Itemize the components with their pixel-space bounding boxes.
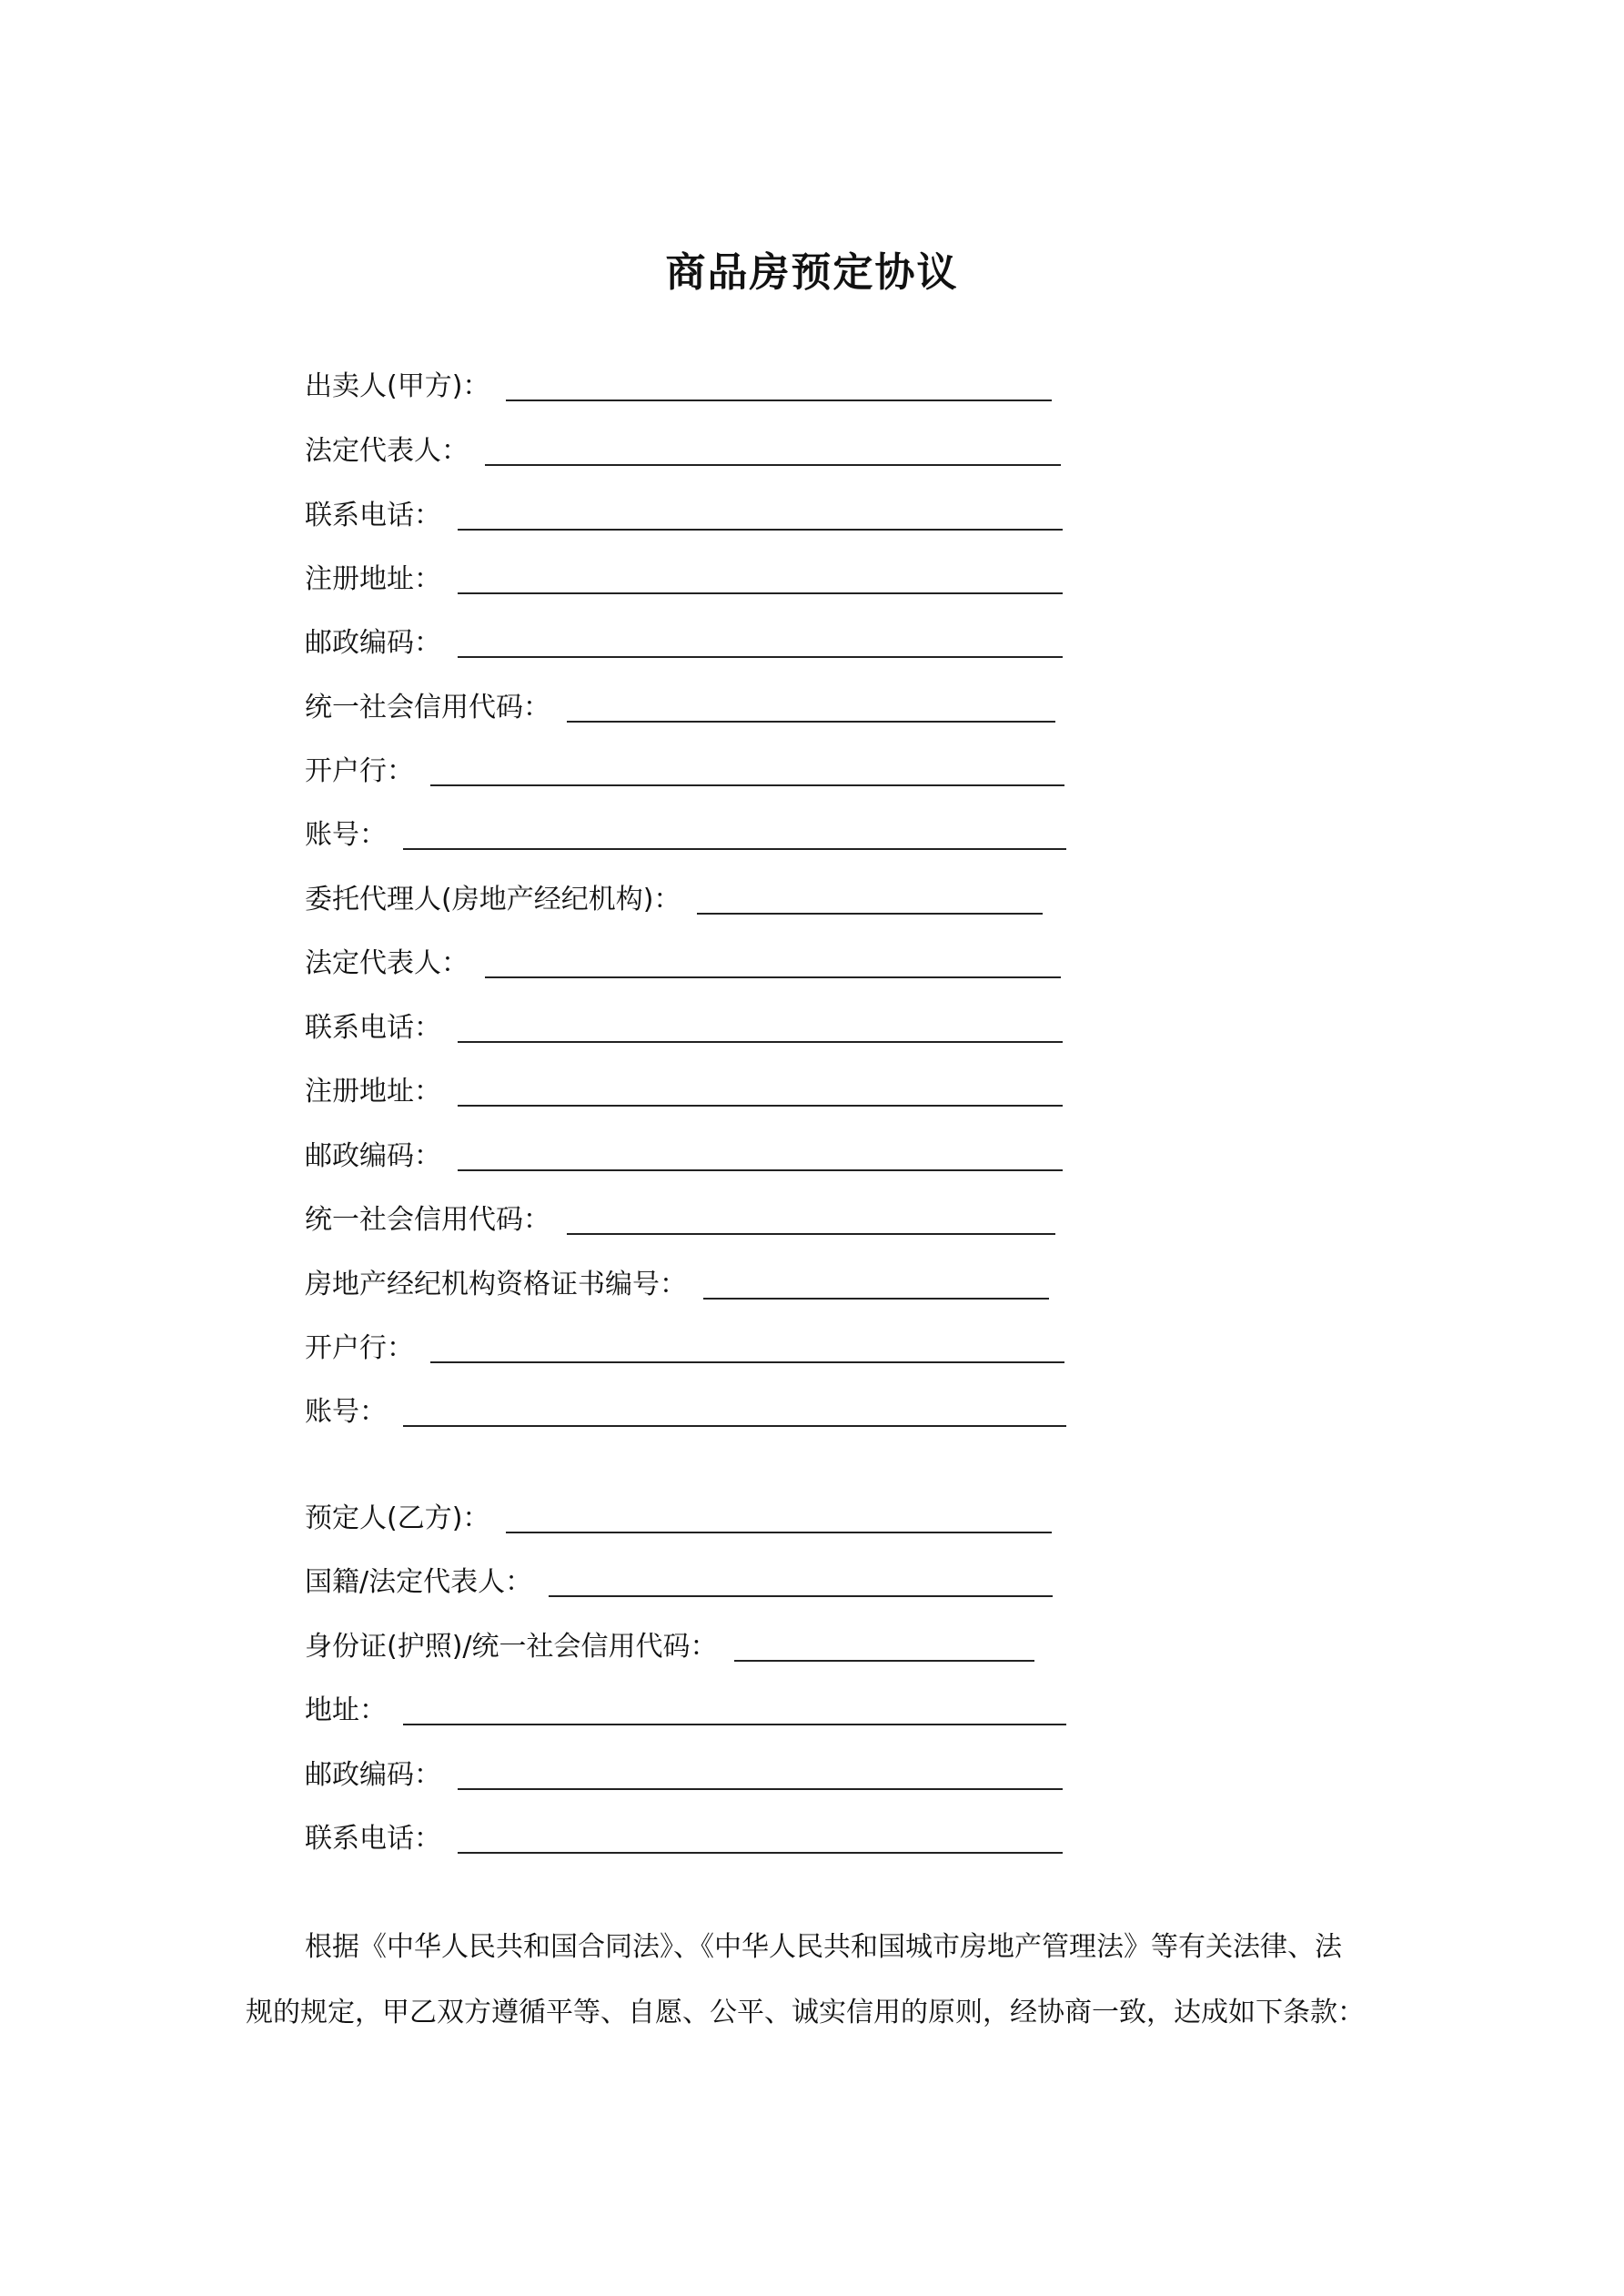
agent-credit-code-field (305, 1202, 1055, 1239)
buyer-address-blank[interactable] (403, 1724, 1066, 1725)
seller-legal-rep-label: 法定代表人： (305, 435, 469, 467)
buyer-address-field (305, 1693, 1066, 1729)
buyer-postcode-blank[interactable] (458, 1788, 1063, 1790)
seller-postcode-field (305, 625, 1063, 662)
agent-cert-number-label: 房地产经纪机构资格证书编号： (305, 1269, 687, 1300)
seller-postcode-blank[interactable] (458, 656, 1063, 658)
agent-name-label: 委托代理人(房地产经纪机构)： (305, 884, 681, 915)
buyer-name-blank[interactable] (506, 1532, 1052, 1533)
agent-phone-field (305, 1010, 1063, 1047)
seller-phone-label: 联系电话： (305, 500, 441, 531)
seller-account-label: 账号： (305, 819, 387, 851)
seller-credit-code-field (305, 690, 1055, 726)
seller-address-label: 注册地址： (305, 563, 441, 595)
buyer-address-label: 地址： (305, 1694, 387, 1726)
seller-credit-code-label: 统一社会信用代码： (305, 692, 550, 723)
seller-credit-code-blank[interactable] (567, 721, 1055, 723)
buyer-name-label: 预定人(乙方)： (305, 1502, 490, 1534)
seller-legal-rep-field (305, 433, 1061, 470)
agent-phone-blank[interactable] (458, 1041, 1063, 1043)
agent-name-field (305, 882, 1043, 918)
buyer-id-label: 身份证(护照)/统一社会信用代码： (305, 1631, 718, 1663)
buyer-postcode-label: 邮政编码： (305, 1759, 441, 1791)
seller-phone-blank[interactable] (458, 529, 1063, 531)
seller-bank-blank[interactable] (430, 784, 1064, 786)
preamble-line-2: 规的规定，甲乙双方遵循平等、自愿、公平、诚实信用的原则，经协商一致，达成如下条款： (246, 1997, 1365, 2028)
seller-address-field (305, 561, 1063, 598)
buyer-name-field (305, 1501, 1052, 1537)
buyer-postcode-field (305, 1757, 1063, 1794)
buyer-id-blank[interactable] (734, 1660, 1034, 1662)
document-title: 商品房预定协议 (665, 249, 959, 296)
agent-bank-blank[interactable] (430, 1361, 1064, 1363)
agent-cert-number-field (305, 1267, 1049, 1303)
seller-bank-label: 开户行： (305, 755, 414, 787)
buyer-id-field (305, 1629, 1034, 1665)
agent-phone-label: 联系电话： (305, 1012, 441, 1044)
seller-legal-rep-blank[interactable] (485, 464, 1061, 466)
buyer-nationality-label: 国籍/法定代表人： (305, 1566, 533, 1598)
agent-credit-code-label: 统一社会信用代码： (305, 1204, 550, 1236)
agent-address-field (305, 1074, 1063, 1110)
agent-legal-rep-label: 法定代表人： (305, 947, 469, 979)
agent-postcode-blank[interactable] (458, 1169, 1063, 1171)
buyer-phone-field (305, 1821, 1063, 1857)
preamble-line-1: 根据《中华人民共和国合同法》、《中华人民共和国城市房地产管理法》等有关法律、法 (305, 1931, 1342, 1963)
seller-account-field (305, 817, 1066, 854)
agent-postcode-field (305, 1138, 1063, 1175)
agent-address-blank[interactable] (458, 1105, 1063, 1107)
agent-bank-field (305, 1330, 1064, 1367)
agent-legal-rep-blank[interactable] (485, 976, 1061, 978)
seller-bank-field (305, 754, 1064, 790)
agent-account-blank[interactable] (403, 1425, 1066, 1427)
agent-bank-label: 开户行： (305, 1332, 414, 1364)
seller-name-label: 出卖人(甲方)： (305, 370, 490, 402)
buyer-phone-blank[interactable] (458, 1852, 1063, 1854)
agent-name-blank[interactable] (697, 913, 1043, 915)
buyer-phone-label: 联系电话： (305, 1823, 441, 1855)
seller-name-blank[interactable] (506, 400, 1052, 401)
seller-account-blank[interactable] (403, 848, 1066, 850)
seller-address-blank[interactable] (458, 592, 1063, 594)
agent-account-label: 账号： (305, 1396, 387, 1428)
buyer-nationality-field (305, 1564, 1053, 1601)
buyer-nationality-blank[interactable] (549, 1595, 1053, 1597)
seller-name-field (305, 369, 1052, 405)
agent-address-label: 注册地址： (305, 1076, 441, 1108)
agent-credit-code-blank[interactable] (567, 1233, 1055, 1235)
agent-cert-number-blank[interactable] (703, 1298, 1049, 1300)
seller-postcode-label: 邮政编码： (305, 627, 441, 659)
agent-legal-rep-field (305, 946, 1061, 982)
agent-postcode-label: 邮政编码： (305, 1140, 441, 1172)
seller-phone-field (305, 498, 1063, 534)
agent-account-field (305, 1394, 1066, 1431)
